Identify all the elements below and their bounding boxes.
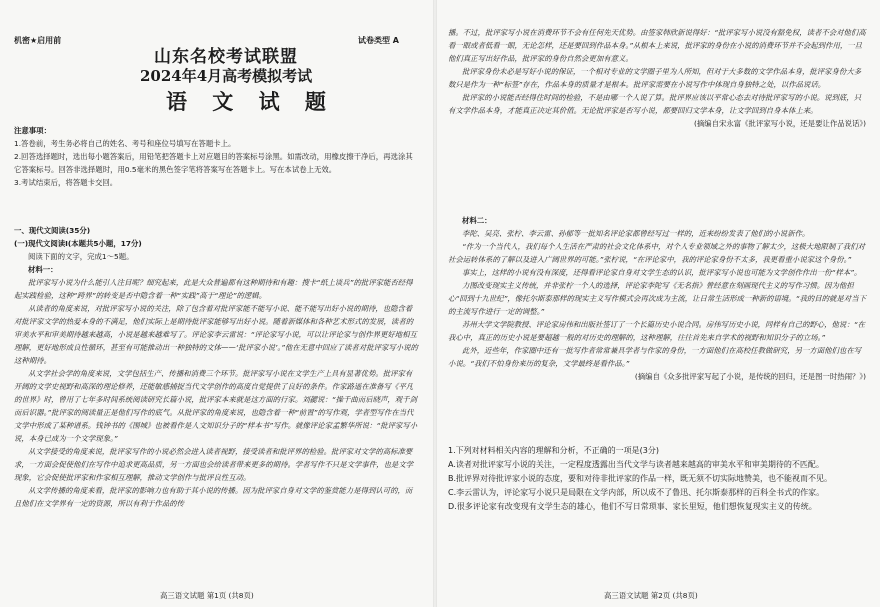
- notice-heading: 注意事项：: [14, 126, 51, 135]
- source-citation: (摘编自《众多批评家写起了小说，是传统的回归，还是图一时热闹？》): [634, 372, 866, 381]
- notice-item: 3.考试结束后，将答题卡交回。: [14, 178, 118, 187]
- paragraph: 批评家的小说能否经得住时间的检验，不是由哪一个人说了算。批评界应该以平常心态去对待批评家写的小说。说到底，只有文学作品本身，才能真正决定其价值。无论批评家是否写小说，都要回归文学本身，让文学回到自身本体上来。: [448, 93, 862, 115]
- page-2: [440, 0, 880, 607]
- exam-organizer-title: 山东名校考试联盟: [154, 47, 298, 67]
- reading-section: [14, 224, 418, 510]
- paragraph: 事实上，这样的小说有没有深度，还得看评论家自身对文学生态的认识，批评家写小说也可能为文学创作作出一份“样本”。: [462, 268, 862, 277]
- page-fold: [433, 0, 437, 607]
- material2-text: [448, 227, 866, 370]
- notice-item: 2.回答选择题时，选出每小题答案后，用铅笔把答题卡上对应题目的答案标号涂黑。如需改动，用橡皮擦干净后，再选涂其它答案标号。回答非选择题时，用0.5毫米的黑色签字笔将答案写在答题卡上。写在本试卷上无效。: [14, 152, 413, 174]
- material1-continued: [448, 26, 866, 130]
- notice-item: 1.答卷前，考生务必将自己的姓名、考号和座位号填写在答题卡上。: [14, 139, 236, 148]
- confidential-tag: 机密★启用前: [14, 36, 62, 45]
- section-heading: 一、现代文阅读(35分): [14, 226, 91, 235]
- paragraph: 播。不过，批评家写小说在消费环节不会有任何先天优势。由签家韩欣新说得好：“批评家写小说没有豁免权，读者不会对他们高看一眼或者低看一眼，无论怎样，还是要回到作品本身。”从根本上来说，批评家的身份在小说的消费环节并不会起到作用，一旦他们真正写出好作品，批评家的身份自然会更加有意义。: [448, 28, 866, 63]
- paragraph: 力图改变现实主义传统，并非张柠一个人的选择，评论家李陀写《无名指》曾经意在刻画现代主义的写作习惯。因为他担心“回到十九世纪”，像托尔斯泰那样的现实主义写作模式会再次成为主流，让日常生活形成一种新的语境。“我的目的就是对当下的主流写作进行一定的调整。”: [448, 281, 866, 316]
- option-a: A.读者对批评家写小说的关注，一定程度透露出当代文学与读者越来越高的审美水平和审美期待的不匹配。: [448, 460, 824, 469]
- option-d: D.很多评论家有改变现有文学生态的雄心，他们不写日常琐事、家长里短，他们想恢复现实主义的传统。: [448, 502, 817, 511]
- paragraph: 苏州大学文学院教授、评论家房伟和出版社签订了一个长篇历史小说合同。房伟写历史小说，同样有自己的野心，他说：“在我心中，真正的历史小说是要超越一般的对历史的理解的，这种理解，往往首先来自学术的视野和知识分子的立场。”: [448, 320, 865, 342]
- source-citation: (摘编自宋永富《批评家写小说，还是要让作品说话》): [693, 119, 866, 128]
- paragraph: 批评家身份未必是写好小说的保证，一个相对专业的文学圈子里为人所知，但对于大多数的文学作品本身，批评家身份大多数只是作为一种“标签”存在，作品本身的质量才是根本。批评家需要在小说写作中体现自身独特之处，以作品说话。: [448, 67, 862, 89]
- material1-text: [14, 276, 418, 510]
- paper-type-tag: 试卷类型 A: [358, 36, 399, 45]
- material2-block: [448, 214, 866, 383]
- paragraph: 李陀、吴亮、张柠、李云雷、孙郁等一批知名评论家都曾经写过一样的，近来纷纷发表了他们的小说新作。: [462, 229, 810, 238]
- subject-title: 语 文 试 题: [166, 89, 335, 114]
- instruction-text: 阅读下面的文字，完成1～5题。: [28, 252, 134, 261]
- paragraph: 从文学社会学的角度来说，文学包括生产、传播和消费三个环节。批评家写小说在文学生产上具有显著优势。批评家有开阔的文学史视野和高深的理论修养，还能敏感捕捉当代文学创作的高度自觉提供了良好的条件。作家路遥在准备写《平凡的世界》时，曾用了七年多时间系统阅读研究长篇小说，批评家本来就是这方面的行家。刘勰说：“操千曲而后晓声，观千剑而后识器。”批评家的阅读量正是他们写作的底气。从批评家的角度来说，也隐含着一种“前置”的写作观，学者型写作在当代文学中形成了某种谱系。钱钟书的《围城》也被看作是人文知识分子的“样本书”写作。就像评论家孟繁华所说：“批评家写小说，本身已成为一个文学现象。”: [14, 369, 418, 443]
- question-stem: 1.下列对材料相关内容的理解和分析，不正确的一项是(3分): [448, 446, 659, 455]
- material-label: 材料二：: [462, 216, 492, 225]
- page-1: [0, 0, 430, 607]
- paragraph: 此外，近些年，作家圈中还有一批写作者常常兼具学者与作家的身份，一方面他们在高校任教做研究，另一方面他们也在写小说。“我们不怕身份来历的复杂，文学最终是看作品。”: [448, 346, 862, 368]
- notices-block: [14, 124, 418, 189]
- page-footer: 高三语文试题 第1页 (共8页): [160, 591, 254, 600]
- paragraph: 从文学接受的角度来说，批评家写作的小说必然会进入读者视野，接受读者和批评界的检验。批评家对文学的高标准要求，一方面会促使他们在写作中追求更高品质，另一方面也会给读者带来更多的期待。学者写作不只是文学事件，也是文学现象，它会促使批评家和作家相互理解，推动文学创作与批评良性互动。: [14, 447, 414, 482]
- option-c: C.李云雷认为，评论家写小说只是局限在文学内部，所以成不了鲁迅、托尔斯泰那样的百科全书式的作家。: [448, 488, 825, 497]
- page-footer: 高三语文试题 第2页 (共8页): [604, 591, 698, 600]
- paragraph: 从读者的角度来说，对批评家写小说的关注，除了包含着对批评家能不能写小说、能不能写出好小说的期待，也隐含着对批评家文学的热爱本身的不满足，他们实际上是期待批评家能够写出好小说。随着新媒体和各种艺术形式的发展，读者的审美水平和审美期待越来越高，小说是越来越难写了。评论家李云雷说：“评论家写小说，可以让评论家与创作界更好地相互理解，更好地形成良性循环，甚至有可能推动出一种独特的文体——‘批评家小说’。”他在无意中回应了读者对批评家写小说的这种期待。: [14, 304, 418, 365]
- paragraph: “作为一个当代人，我们每个人生活在严肃的社会文化体系中，对个人专业领域之外的事物了解太少，这极大地限制了我们对社会运转体系的了解以及进入广阔世界的可能。”张柠说，“在评论家中，我的评论家身份不太多，我更看重小说家这个身份。”: [448, 242, 865, 264]
- paragraph: 从文学传播的角度来看，批评家的影响力也有助于其小说的传播。因为批评家自身对文学的鉴赏能力是得到认可的，而且他们在文学界有一定的资源，所以有利于作品的传: [14, 486, 413, 508]
- material-label: 材料一：: [28, 265, 58, 274]
- question-1: [448, 444, 866, 514]
- subsection-heading: (一)现代文阅读Ⅰ(本题共5小题，17分): [14, 239, 142, 248]
- option-b: B.批评界对待批评家小说的态度，要和对待非批评家的作品一样，既无须不切实际地赞美，也不能视而不见。: [448, 474, 833, 483]
- paragraph: 批评家写小说为什么能引人注目呢？细究起来，此是大众普遍都有这种期待和有趣：搜卡“纸上谈兵”的批评家能否经得起实践检验，这种“跨界”的转变是否中隐含着一种“实践”高于“理论”的逻辑。: [14, 278, 413, 300]
- exam-name-title: 2024年4月高考模拟考试: [140, 67, 313, 85]
